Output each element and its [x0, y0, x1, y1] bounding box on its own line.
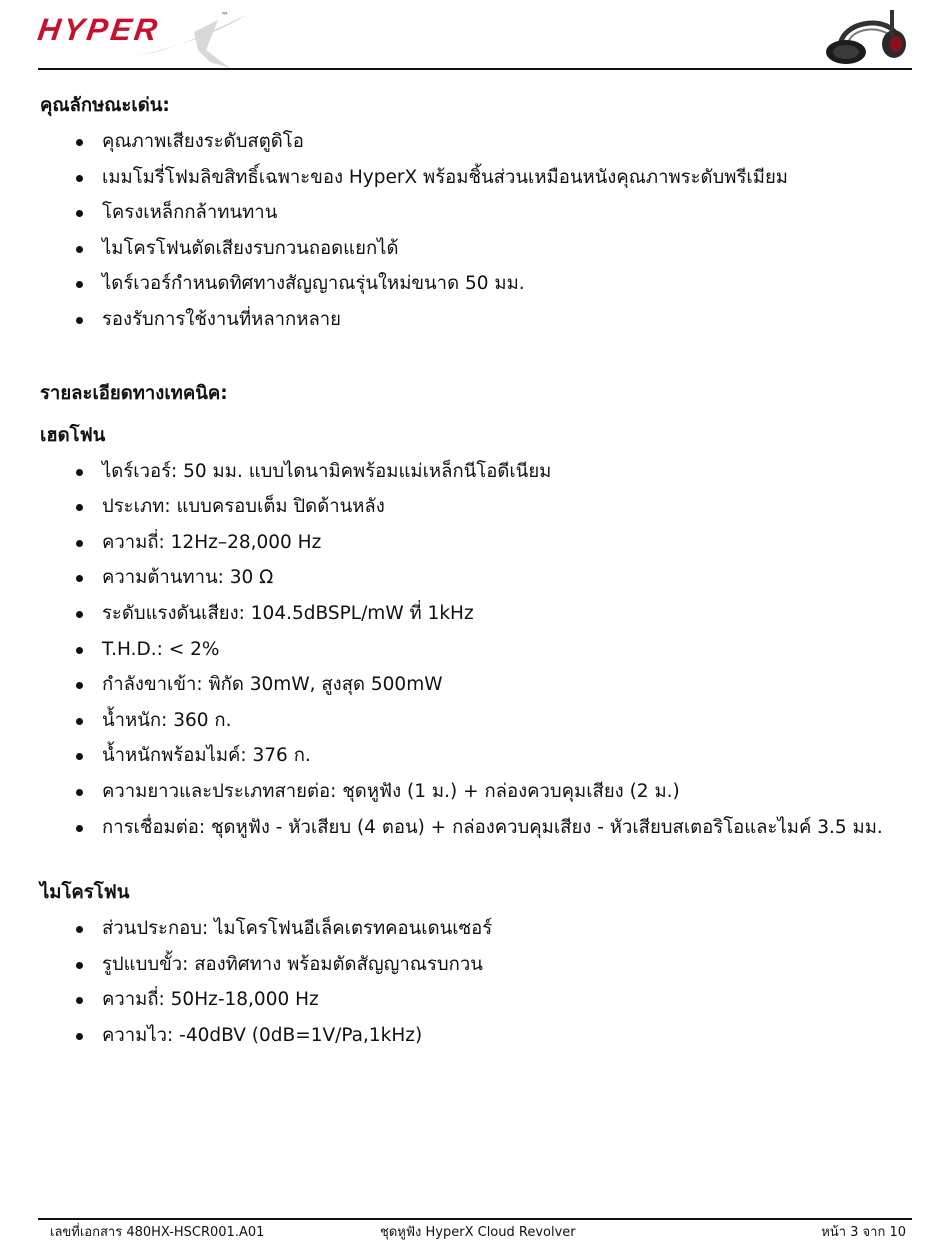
specs-heading: รายละเอียดทางเทคนิค:: [40, 382, 228, 404]
headset-icon: [822, 8, 912, 68]
list-item: ระดับแรงดันเสียง: 104.5dBSPL/mW ที่ 1kHz: [40, 596, 920, 632]
microphone-heading: ไมโครโฟน: [40, 882, 130, 904]
list-item: ความต้านทาน: 30 Ω: [40, 560, 920, 596]
page-footer: [0, 1212, 950, 1260]
logo-wordmark: HYPER: [35, 12, 163, 47]
headphone-heading: เฮดโฟน: [40, 424, 106, 446]
list-item: รูปแบบขั้ว: สองทิศทาง พร้อมตัดสัญญาณรบกวน: [40, 947, 920, 983]
list-item: เมมโมรี่โฟมลิขสิทธิ์เฉพาะของ HyperX พร้อมชิ้นส่วนเหมือนหนังคุณภาพระดับพรีเมียม: [40, 160, 920, 196]
headphone-spec-list: [40, 454, 920, 846]
list-item: ความถี่: 12Hz–28,000 Hz: [40, 525, 920, 561]
list-item: ไดร์เวอร์กำหนดทิศทางสัญญาณรุ่นใหม่ขนาด 50 มม.: [40, 266, 920, 302]
list-item: การเชื่อมต่อ: ชุดหูฟัง - หัวเสียบ (4 ตอน) + กล่องควบคุมเสียง - หัวเสียบสเตอริโอและไมค์ 3.5 มม.: [40, 810, 920, 846]
microphone-spec-list: [40, 911, 920, 1053]
list-item: ไมโครโฟนตัดเสียงรบกวนถอดแยกได้: [40, 231, 920, 267]
list-item: ส่วนประกอบ: ไมโครโฟนอีเล็คเตรทคอนเดนเซอร์: [40, 911, 920, 947]
footer-rule: [38, 1218, 912, 1220]
list-item: น้ำหนักพร้อมไมค์: 376 ก.: [40, 738, 920, 774]
list-item: ความถี่: 50Hz-18,000 Hz: [40, 982, 920, 1018]
product-name: ชุดหูฟัง HyperX Cloud Revolver: [380, 1225, 576, 1240]
list-item: ความไว: -40dBV (0dB=1V/Pa,1kHz): [40, 1018, 920, 1054]
document-number: เลขที่เอกสาร 480HX-HSCR001.A01: [50, 1225, 265, 1240]
page-content: [40, 88, 920, 1053]
page-number: หน้า 3 จาก 10: [821, 1225, 906, 1240]
list-item: T.H.D.: < 2%: [40, 632, 920, 668]
features-list: [40, 124, 920, 338]
page-header: [0, 0, 950, 72]
list-item: ประเภท: แบบครอบเต็ม ปิดด้านหลัง: [40, 489, 920, 525]
list-item: คุณภาพเสียงระดับสตูดิโอ: [40, 124, 920, 160]
list-item: น้ำหนัก: 360 ก.: [40, 703, 920, 739]
trademark-mark: ™: [221, 11, 229, 20]
list-item: โครงเหล็กกล้าทนทาน: [40, 195, 920, 231]
list-item: ไดร์เวอร์: 50 มม. แบบไดนามิคพร้อมแม่เหล็กนีโอดีเนียม: [40, 454, 920, 490]
hyperx-logo: [35, 8, 238, 68]
list-item: ความยาวและประเภทสายต่อ: ชุดหูฟัง (1 ม.) + กล่องควบคุมเสียง (2 ม.): [40, 774, 920, 810]
list-item: รองรับการใช้งานที่หลากหลาย: [40, 302, 920, 338]
list-item: กำลังขาเข้า: พิกัด 30mW, สูงสุด 500mW: [40, 667, 920, 703]
features-heading: คุณลักษณะเด่น:: [40, 95, 170, 116]
header-rule: [38, 68, 912, 70]
